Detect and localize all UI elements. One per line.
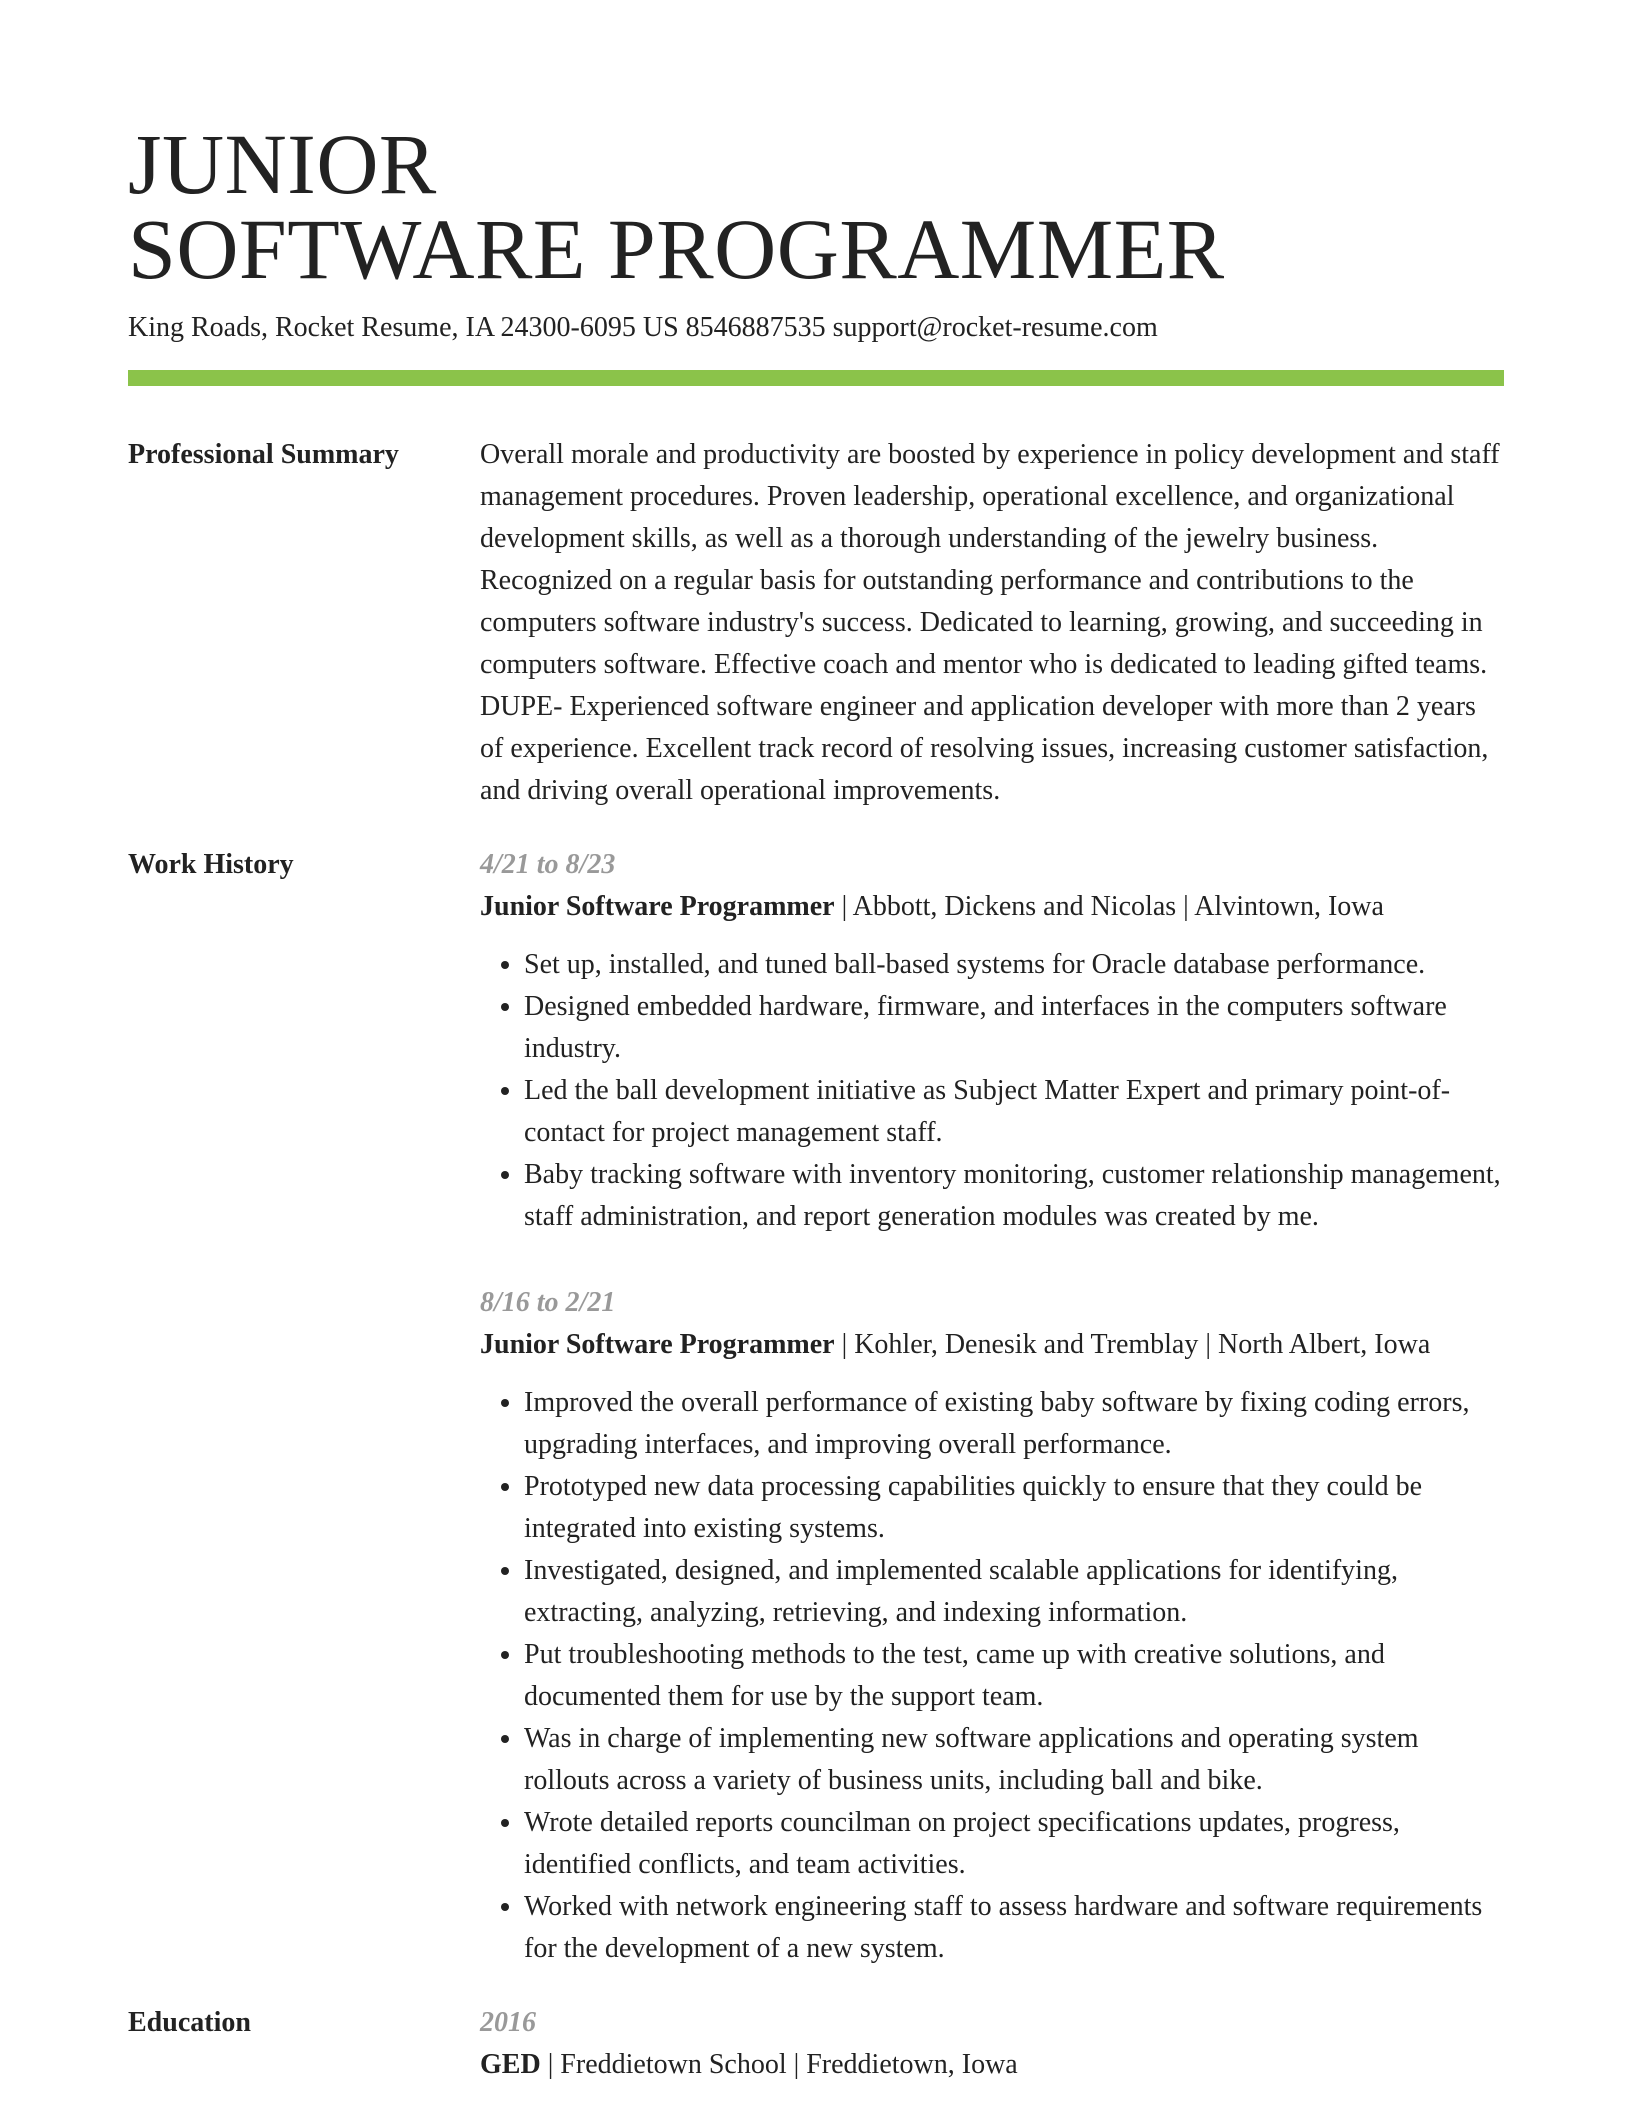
list-item: • Investigated, designed, and implemented scalable applications for identifying, extracting, analyzing, retrieving, and indexing information. — [524, 1550, 1504, 1634]
job-details: | Abbott, Dickens and Nicolas | Alvintown, Iowa — [834, 891, 1384, 922]
list-item: • Set up, installed, and tuned ball-based systems for Oracle database performance. — [524, 944, 1504, 986]
education-date: 2016 — [480, 2007, 536, 2038]
job-role-line — [480, 886, 1504, 928]
list-item: • Improved the overall performance of existing baby software by fixing coding errors, upgrading interfaces, and improving overall performance. — [524, 1382, 1504, 1466]
list-item: • Designed embedded hardware, firmware, and interfaces in the computers software industry. — [524, 986, 1504, 1070]
education-details: | Freddietown School | Freddietown, Iowa — [540, 2049, 1018, 2080]
summary-text: Overall morale and productivity are boosted by experience in policy development and staff management procedures. Proven leadership, operational excellence, and organizational development skills, as well as a thorough understanding of the jewelry business. Recognized on a regular basis for outstanding performance and contributions to the computers software industry's success. Dedicated to learning, growing, and succeeding in computers software. Effective coach and mentor who is dedicated to leading gifted teams. DUPE- Experienced software engineer and application developer with more than 2 years of experience. Excellent track record of resolving issues, increasing customer satisfaction, and driving overall operational improvements. — [480, 439, 1500, 806]
section-body — [480, 844, 1504, 1970]
job-details: | Kohler, Denesik and Tremblay | North Albert, Iowa — [834, 1329, 1431, 1360]
list-item: • Worked with network engineering staff to assess hardware and software requirements for the development of a new system. — [524, 1886, 1504, 1970]
job-role-line — [480, 1324, 1504, 1366]
list-item: • Wrote detailed reports councilman on project specifications updates, progress, identified conflicts, and team activities. — [524, 1802, 1504, 1886]
title-line-1: JUNIOR — [128, 116, 437, 212]
resume-title — [128, 116, 1504, 297]
list-item: • Put troubleshooting methods to the test, came up with creative solutions, and documented them for use by the support team. — [524, 1634, 1504, 1718]
job-bullets — [480, 1382, 1504, 1970]
section-work-history — [128, 844, 1504, 1970]
list-item: • Prototyped new data processing capabilities quickly to ensure that they could be integrated into existing systems. — [524, 1466, 1504, 1550]
job-date: 4/21 to 8/23 — [480, 849, 616, 880]
section-label: Professional Summary — [128, 439, 399, 470]
section-education — [128, 2002, 1504, 2086]
section-body — [480, 434, 1504, 812]
list-item: • Led the ball development initiative as Subject Matter Expert and primary point-of-contact for project management staff. — [524, 1070, 1504, 1154]
education-degree: GED — [480, 2049, 541, 2080]
contact-info: King Roads, Rocket Resume, IA 24300-6095 US 8546887535 support@rocket-resume.com — [128, 312, 1158, 343]
section-professional-summary — [128, 434, 1504, 812]
job-title: Junior Software Programmer — [480, 1329, 835, 1360]
job-bullets — [480, 944, 1504, 1238]
job-title: Junior Software Programmer — [480, 891, 835, 922]
section-body — [480, 2002, 1504, 2086]
accent-divider — [128, 370, 1504, 386]
section-label: Education — [128, 2007, 251, 2038]
title-line-2: SOFTWARE PROGRAMMER — [128, 201, 1225, 297]
resume-header — [128, 116, 1504, 346]
resume-content — [128, 434, 1504, 2118]
list-item: • Baby tracking software with inventory monitoring, customer relationship management, staff administration, and report generation modules was created by me. — [524, 1154, 1504, 1238]
job-entry — [480, 1282, 1504, 1970]
education-line — [480, 2044, 1504, 2086]
job-date: 8/16 to 2/21 — [480, 1287, 616, 1318]
job-entry — [480, 844, 1504, 1238]
list-item: • Was in charge of implementing new software applications and operating system rollouts across a variety of business units, including ball and bike. — [524, 1718, 1504, 1802]
section-label: Work History — [128, 849, 294, 880]
